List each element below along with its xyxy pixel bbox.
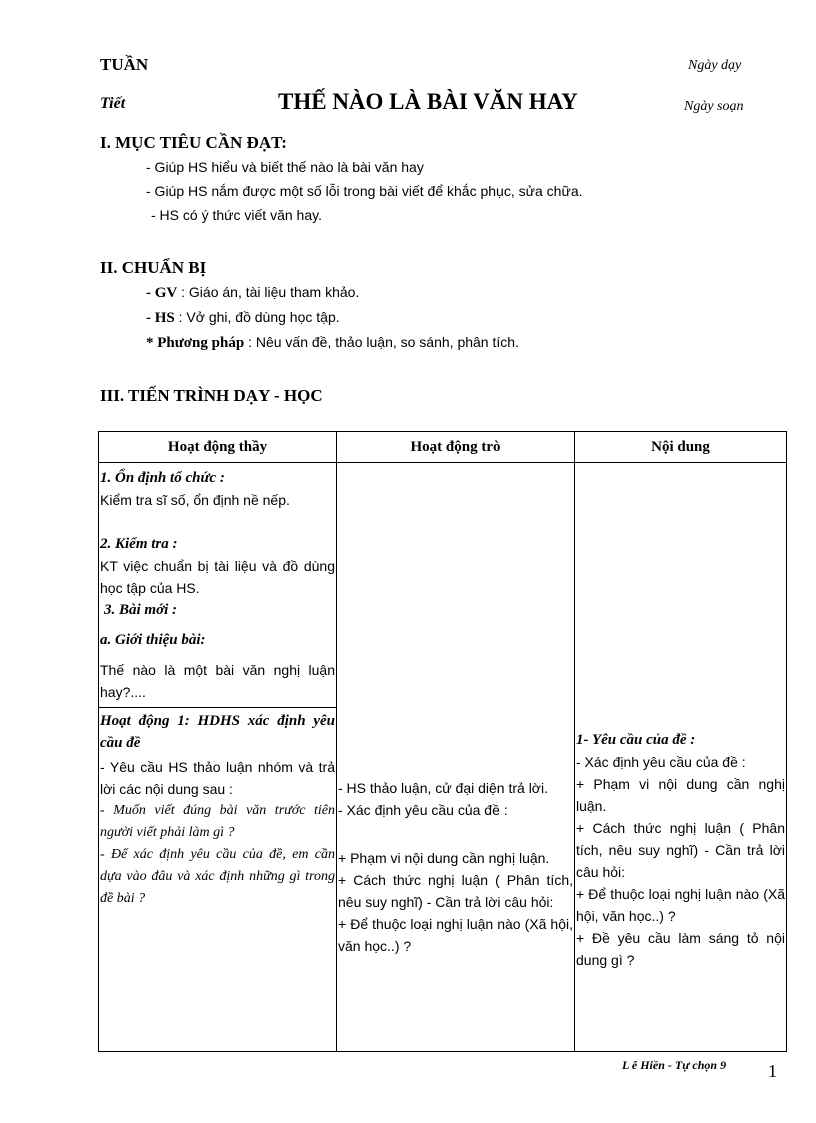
activity1-question: - Muốn viết đúng bài văn trước tiên người viết phải làm gì ? <box>100 803 335 840</box>
content-line: + Cách thức nghị luận ( Phân tích, nêu suy nghĩ) - Cần trả lời câu hỏi: <box>576 820 785 880</box>
content-line: + Để thuộc loại nghị luận nào (Xã hội, văn học..) ? <box>576 886 785 924</box>
student-line: - Xác định yêu cầu của đề : <box>338 802 508 818</box>
cell-student <box>337 463 575 1052</box>
page-number: 1 <box>768 1061 777 1081</box>
col-header-teacher: Hoạt động thầy <box>99 432 337 463</box>
col-header-content: Nội dung <box>575 432 787 463</box>
prep-hs <box>146 309 340 327</box>
activity1-text: - Yêu cầu HS thảo luận nhóm và trả lời các nội dung sau : <box>100 759 335 797</box>
tiet-label: Tiết <box>100 95 126 112</box>
content-line: + Phạm vi nội dung cần nghị luận. <box>576 776 785 814</box>
cell-content <box>575 463 787 1052</box>
step-new-lesson-heading: 3. Bài mới : <box>104 602 178 618</box>
student-line: + Cách thức nghị luận ( Phân tích, nêu suy nghĩ) - Cần trả lời câu hỏi: <box>338 872 573 910</box>
footer-author: L ê Hiền - Tự chọn 9 <box>622 1058 727 1072</box>
tuan-label: TUẦN <box>100 55 149 74</box>
prep-gv <box>146 284 359 302</box>
content-line: + Đề yêu cầu làm sáng tỏ nội dung gì ? <box>576 930 785 968</box>
cell-teacher <box>99 463 337 1052</box>
cell-divider <box>99 707 336 708</box>
step-intro-text: Thế nào là một bài văn nghị luận hay?.... <box>100 662 335 700</box>
objective-item: - Giúp HS nắm được một số lỗi trong bài viết để khắc phục, sửa chữa. <box>146 183 583 199</box>
prep-method-label: * Phương pháp <box>146 335 245 351</box>
prep-hs-label: - HS <box>146 310 175 326</box>
step-intro-heading: a. Giới thiệu bài: <box>100 632 206 648</box>
section-process-heading: III. TIẾN TRÌNH DẠY - HỌC <box>100 386 323 405</box>
page-title: THẾ NÀO LÀ BÀI VĂN HAY <box>278 89 578 114</box>
section-objectives-heading: I. MỤC TIÊU CẦN ĐẠT: <box>100 133 287 152</box>
content-line: - Xác định yêu cầu của đề : <box>576 754 746 770</box>
ngay-day-label: Ngày dạy <box>688 58 742 73</box>
prep-gv-text: : Giáo án, tài liệu tham khảo. <box>177 284 360 300</box>
student-line: + Để thuộc loại nghị luận nào (Xã hội, văn học..) ? <box>338 916 573 954</box>
step-check-heading: 2. Kiểm tra : <box>100 536 178 552</box>
student-line: + Phạm vi nội dung cần nghị luận. <box>338 850 550 866</box>
activity1-heading: Hoạt động 1: HDHS xác định yêu cầu đề <box>100 713 335 751</box>
content-heading: 1- Yêu cầu của đề : <box>576 732 696 748</box>
student-line: - HS thảo luận, cử đại diện trả lời. <box>338 780 548 796</box>
step-stabilize-text: Kiểm tra sĩ số, ổn định nề nếp. <box>100 492 290 508</box>
table-row <box>99 463 787 1052</box>
ngay-soan-label: Ngày soạn <box>684 99 744 114</box>
prep-hs-text: : Vở ghi, đồ dùng học tập. <box>174 309 340 325</box>
section-preparation-heading: II. CHUẨN BỊ <box>100 258 207 277</box>
objective-item: - Giúp HS hiểu và biết thế nào là bài văn hay <box>146 159 424 175</box>
col-header-student: Hoạt động trò <box>337 432 575 463</box>
activity1-question: - Để xác định yêu cầu của đề, em cần dựa vào đâu và xác định những gì trong đề bài ? <box>100 847 335 906</box>
step-check-text: KT việc chuẩn bị tài liệu và đồ dùng học tập của HS. <box>100 558 335 596</box>
step-stabilize-heading: 1. Ổn định tổ chức : <box>100 470 225 486</box>
objective-item: - HS có ý thức viết văn hay. <box>151 207 322 223</box>
prep-method-text: : Nêu vấn đề, thảo luận, so sánh, phân tích. <box>244 334 519 350</box>
prep-method <box>146 334 519 352</box>
table-header-row <box>99 432 787 463</box>
prep-gv-label: - GV <box>146 285 178 301</box>
lesson-plan-table <box>98 431 787 1052</box>
